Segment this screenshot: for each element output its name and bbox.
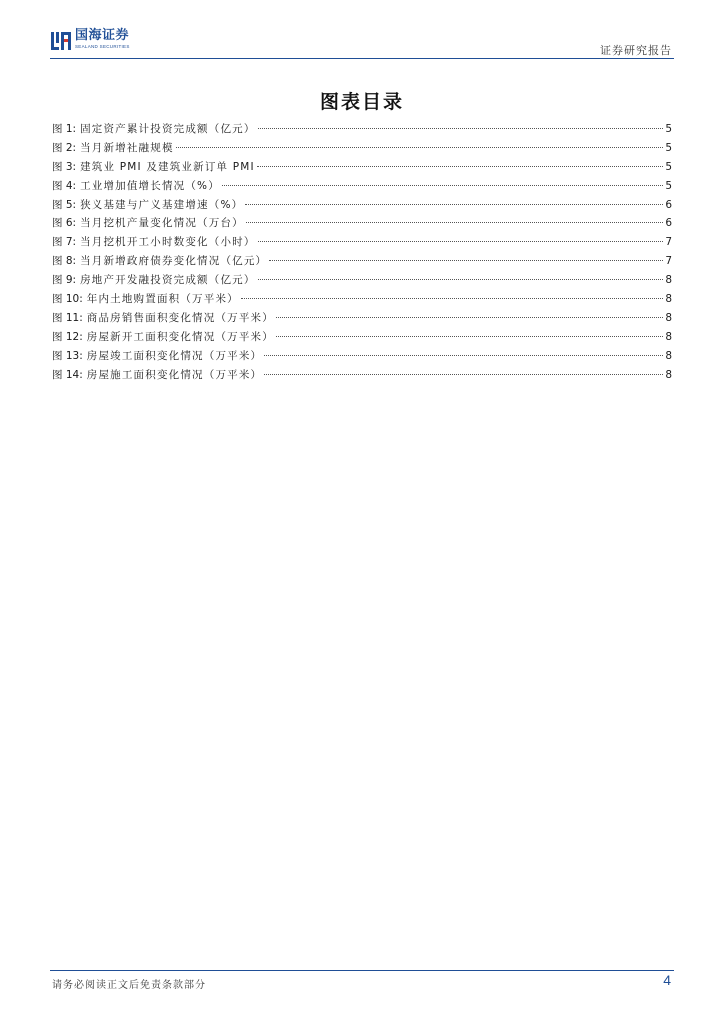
- figure-table-of-contents: [52, 120, 672, 384]
- toc-entry-title: 房屋竣工面积变化情况（万平米）: [86, 349, 263, 362]
- logo-chinese-name: 国海证券: [75, 28, 130, 43]
- toc-entry-page: 5: [665, 123, 672, 135]
- toc-entry-title: 商品房销售面积变化情况（万平米）: [86, 311, 274, 324]
- header-divider: [50, 58, 674, 59]
- toc-entry-label: 图 14:: [52, 368, 83, 381]
- toc-entry-label: 图 7:: [52, 236, 77, 249]
- toc-dot-leader: [258, 279, 664, 280]
- toc-entry-label: 图 4:: [52, 179, 77, 192]
- toc-entry[interactable]: [52, 196, 672, 215]
- toc-dot-leader: [245, 204, 663, 205]
- toc-entry-label: 图 10:: [52, 293, 83, 306]
- page-title: 图表目录: [319, 91, 404, 113]
- toc-entry-page: 7: [665, 255, 672, 268]
- toc-dot-leader: [176, 147, 664, 148]
- toc-entry-page: 7: [665, 236, 672, 249]
- toc-entry[interactable]: [52, 309, 672, 328]
- toc-dot-leader: [257, 166, 663, 167]
- footer-disclaimer: 请务必阅读正文后免责条款部分: [52, 980, 206, 991]
- toc-entry-label: 图 3:: [52, 160, 77, 173]
- toc-entry-label: 图 11:: [52, 311, 83, 324]
- toc-entry-label: 图 12:: [52, 330, 83, 343]
- toc-entry[interactable]: [52, 120, 672, 139]
- toc-entry-page: 6: [665, 198, 672, 211]
- toc-entry-page: 8: [665, 293, 672, 306]
- toc-entry-page: 8: [665, 274, 672, 287]
- toc-entry-title: 当月新增社融规模: [80, 141, 174, 154]
- toc-dot-leader: [276, 317, 663, 318]
- toc-entry-title: 固定资产累计投资完成额（亿元）: [80, 123, 256, 135]
- toc-dot-leader: [276, 336, 663, 337]
- page-number: 4: [663, 972, 671, 988]
- toc-entry-label: 图 6:: [52, 217, 77, 230]
- toc-dot-leader: [258, 128, 664, 129]
- toc-dot-leader: [258, 241, 664, 242]
- footer-divider: [50, 970, 674, 971]
- toc-entry-label: 图 8:: [52, 255, 77, 268]
- toc-entry-title: 当月挖机产量变化情况（万台）: [80, 217, 244, 230]
- toc-entry[interactable]: [52, 177, 672, 196]
- toc-entry-title: 年内土地购置面积（万平米）: [86, 293, 239, 306]
- toc-entry-page: 8: [665, 368, 672, 381]
- toc-entry[interactable]: [52, 214, 672, 233]
- page-header: [50, 28, 674, 60]
- toc-entry-label: 图 5:: [52, 198, 77, 211]
- toc-entry-label: 图 2:: [52, 141, 77, 154]
- toc-dot-leader: [246, 222, 663, 223]
- report-type-label: 证券研究报告: [600, 44, 672, 57]
- toc-entry[interactable]: [52, 252, 672, 271]
- logo-english-name: SEALAND SECURITIES: [75, 44, 130, 49]
- toc-entry[interactable]: [52, 158, 672, 177]
- toc-dot-leader: [222, 185, 663, 186]
- toc-entry-page: 8: [665, 311, 672, 324]
- toc-entry-label: 图 13:: [52, 349, 83, 362]
- toc-entry[interactable]: [52, 347, 672, 366]
- toc-entry-title: 房屋施工面积变化情况（万平米）: [86, 368, 263, 381]
- company-logo: [50, 28, 130, 52]
- toc-entry-title: 当月挖机开工小时数变化（小时）: [80, 236, 256, 249]
- toc-dot-leader: [264, 374, 663, 375]
- toc-entry-label: 图 9:: [52, 274, 77, 287]
- toc-entry-label: 图 1:: [52, 123, 77, 135]
- toc-entry[interactable]: [52, 366, 672, 385]
- toc-entry-title: 当月新增政府债券变化情况（亿元）: [80, 255, 268, 268]
- toc-entry-title: 狭义基建与广义基建增速（%）: [80, 198, 244, 211]
- toc-entry-title: 工业增加值增长情况（%）: [80, 179, 220, 192]
- toc-entry-title: 建筑业 PMI 及建筑业新订单 PMI: [80, 160, 255, 173]
- toc-entry[interactable]: [52, 233, 672, 252]
- toc-entry[interactable]: [52, 290, 672, 309]
- toc-entry-title: 房屋新开工面积变化情况（万平米）: [86, 330, 274, 343]
- toc-entry-page: 5: [665, 179, 672, 192]
- toc-entry-page: 6: [665, 217, 672, 230]
- toc-entry-page: 8: [665, 330, 672, 343]
- toc-dot-leader: [241, 298, 663, 299]
- toc-entry-title: 房地产开发融投资完成额（亿元）: [80, 274, 256, 287]
- toc-entry[interactable]: [52, 328, 672, 347]
- toc-entry[interactable]: [52, 271, 672, 290]
- sealand-logo-icon: [50, 30, 72, 52]
- toc-entry[interactable]: [52, 139, 672, 158]
- toc-entry-page: 5: [665, 160, 672, 173]
- toc-dot-leader: [269, 260, 663, 261]
- toc-entry-page: 8: [665, 349, 672, 362]
- toc-dot-leader: [264, 355, 663, 356]
- toc-entry-page: 5: [665, 141, 672, 154]
